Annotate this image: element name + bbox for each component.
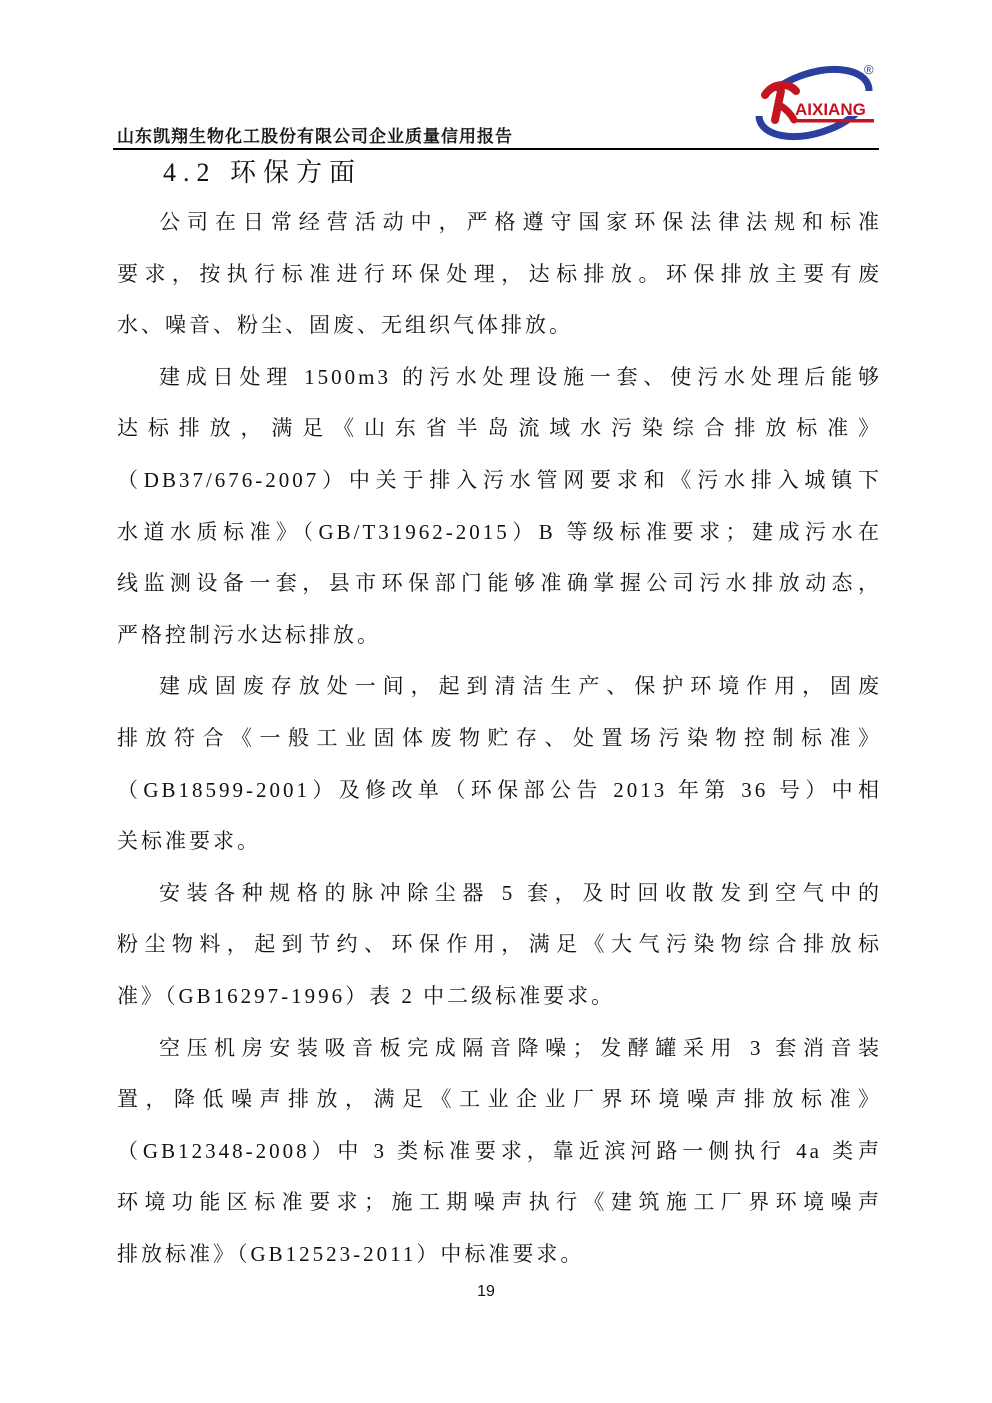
- page-number: 19: [477, 1283, 495, 1300]
- logo-brand-text: AIXIANG: [795, 100, 866, 119]
- body-paragraphs: [117, 197, 882, 1280]
- paragraph-line: 安装各种规格的脉冲除尘器 5 套，及时回收散发到空气中的: [159, 880, 882, 905]
- logo-underline: [794, 119, 874, 123]
- paragraph-line: （GB18599-2001）及修改单（环保部公告 2013 年第 36 号）中相: [117, 777, 882, 802]
- paragraph-line: 建成固废存放处一间，起到清洁生产、保护环境作用，固废: [159, 674, 882, 699]
- paragraph-line: 粉尘物料，起到节约、环保作用，满足《大气污染物综合排放标: [117, 932, 882, 957]
- registered-trademark-icon: ®: [864, 62, 874, 77]
- paragraph-line: 准》（GB16297-1996）表 2 中二级标准要求。: [117, 983, 616, 1008]
- paragraph-line: （DB37/676-2007）中关于排入污水管网要求和《污水排入城镇下: [117, 467, 882, 492]
- paragraph-line: 排放符合《一般工业固体废物贮存、处置场污染物控制标准》: [117, 725, 882, 750]
- paragraph-line: 要求，按执行标准进行环保处理，达标排放。环保排放主要有废: [117, 261, 882, 286]
- paragraph-line: 排放标准》（GB12523-2011）中标准要求。: [117, 1241, 585, 1266]
- paragraph-line: 水、噪音、粉尘、固废、无组织气体排放。: [117, 313, 573, 338]
- paragraph-line: 置，降低噪声排放，满足《工业企业厂界环境噪声排放标准》: [117, 1087, 882, 1112]
- company-logo: [750, 56, 880, 146]
- paragraph-line: 环境功能区标准要求；施工期噪声执行《建筑施工厂界环境噪声: [117, 1190, 882, 1215]
- paragraph-line: 建成日处理 1500m3 的污水处理设施一套、使污水处理后能够: [159, 364, 882, 389]
- paragraph-line: 达标排放，满足《山东省半岛流域水污染综合排放标准》: [117, 416, 882, 441]
- paragraph-line: 公司在日常经营活动中，严格遵守国家环保法律法规和标准: [159, 210, 882, 234]
- header-divider: [113, 148, 879, 150]
- paragraph-line: 水道水质标准》（GB/T31962-2015）B 等级标准要求；建成污水在: [117, 519, 882, 544]
- section-heading: 4.2 环保方面: [163, 158, 363, 187]
- report-header-title: 山东凯翔生物化工股份有限公司企业质量信用报告: [117, 127, 513, 146]
- paragraph-line: 关标准要求。: [117, 829, 261, 854]
- paragraph-line: 线监测设备一套，县市环保部门能够准确掌握公司污水排放动态，: [117, 571, 882, 596]
- paragraph-line: 空压机房安装吸音板完成隔音降噪；发酵罐采用 3 套消音装: [159, 1035, 882, 1060]
- paragraph-line: （GB12348-2008）中 3 类标准要求，靠近滨河路一侧执行 4a 类声: [117, 1138, 882, 1163]
- paragraph-line: 严格控制污水达标排放。: [117, 622, 381, 647]
